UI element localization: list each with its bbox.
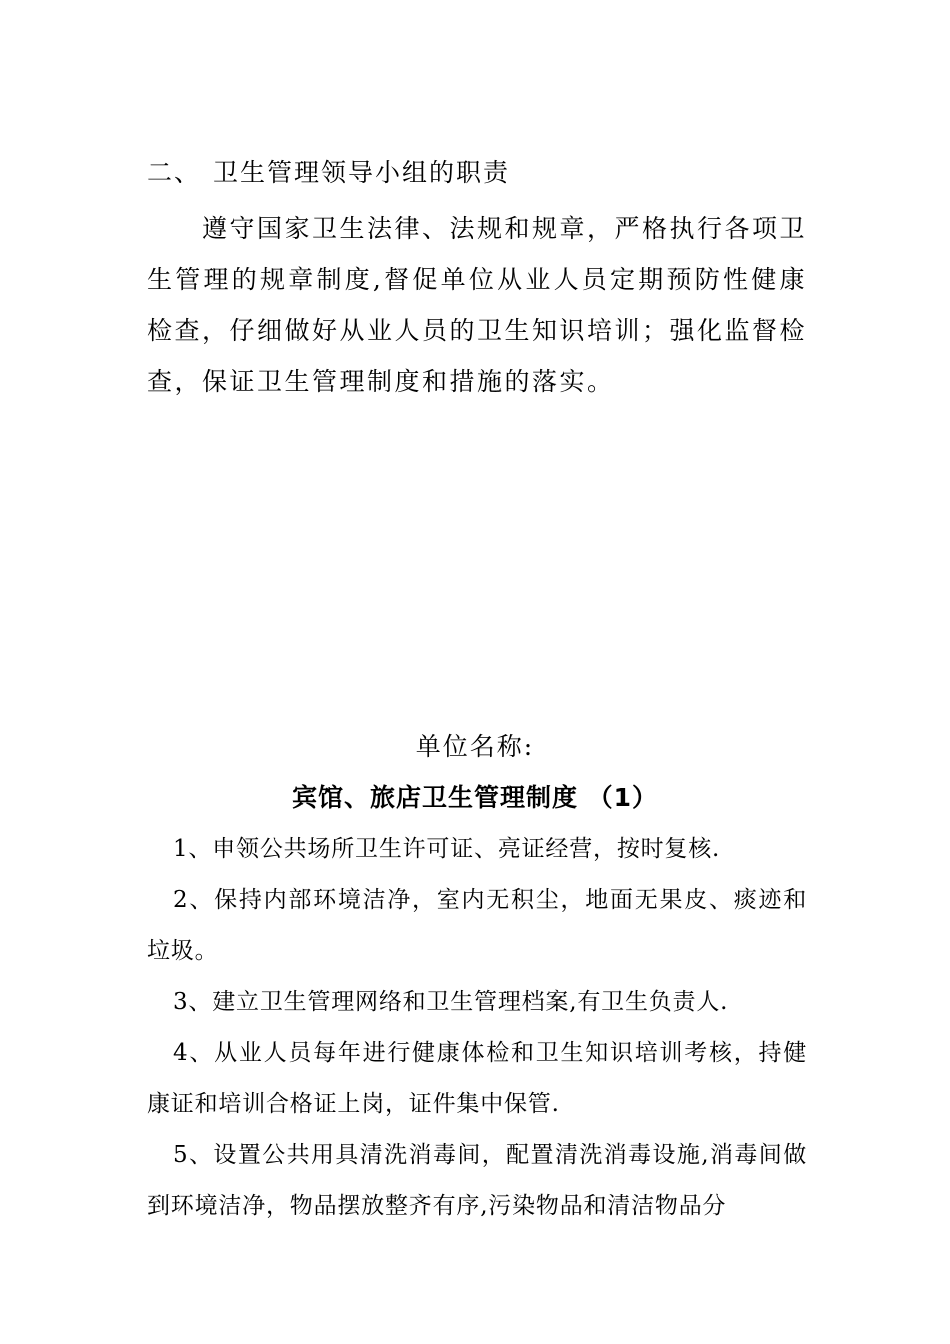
regulation-item: 4、从业人员每年进行健康体检和卫生知识培训考核，持健康证和培训合格证上岗，证件集中保管. bbox=[147, 1040, 807, 1117]
section-heading bbox=[147, 153, 807, 193]
section-number: 二、 bbox=[147, 158, 202, 187]
regulation-list bbox=[147, 824, 807, 1232]
regulation-item: 2、保持内部环境洁净，室内无积尘，地面无果皮、痰迹和垃圾。 bbox=[147, 887, 807, 964]
section-title: 卫生管理领导小组的职责 bbox=[213, 158, 511, 187]
regulation-item: 5、设置公共用具清洗消毒间，配置清洗消毒设施,消毒间做到环境洁净，物品摆放整齐有序,污染物品和清洁物品分 bbox=[147, 1142, 807, 1219]
regulation-title: 宾馆、旅店卫生管理制度 （1） bbox=[291, 783, 659, 812]
unit-name-label: 单位名称: bbox=[415, 732, 535, 761]
section-paragraph: 遵守国家卫生法律、法规和规章，严格执行各项卫生管理的规章制度,督促单位从业人员定期预防性健康检查，仔细做好从业人员的卫生知识培训；强化监督检查，保证卫生管理制度和措施的落实。 bbox=[147, 214, 808, 396]
regulation-item: 1、申领公共场所卫生许可证、亮证经营，按时复核. bbox=[173, 836, 721, 862]
regulation-item: 3、建立卫生管理网络和卫生管理档案,有卫生负责人. bbox=[173, 989, 729, 1015]
